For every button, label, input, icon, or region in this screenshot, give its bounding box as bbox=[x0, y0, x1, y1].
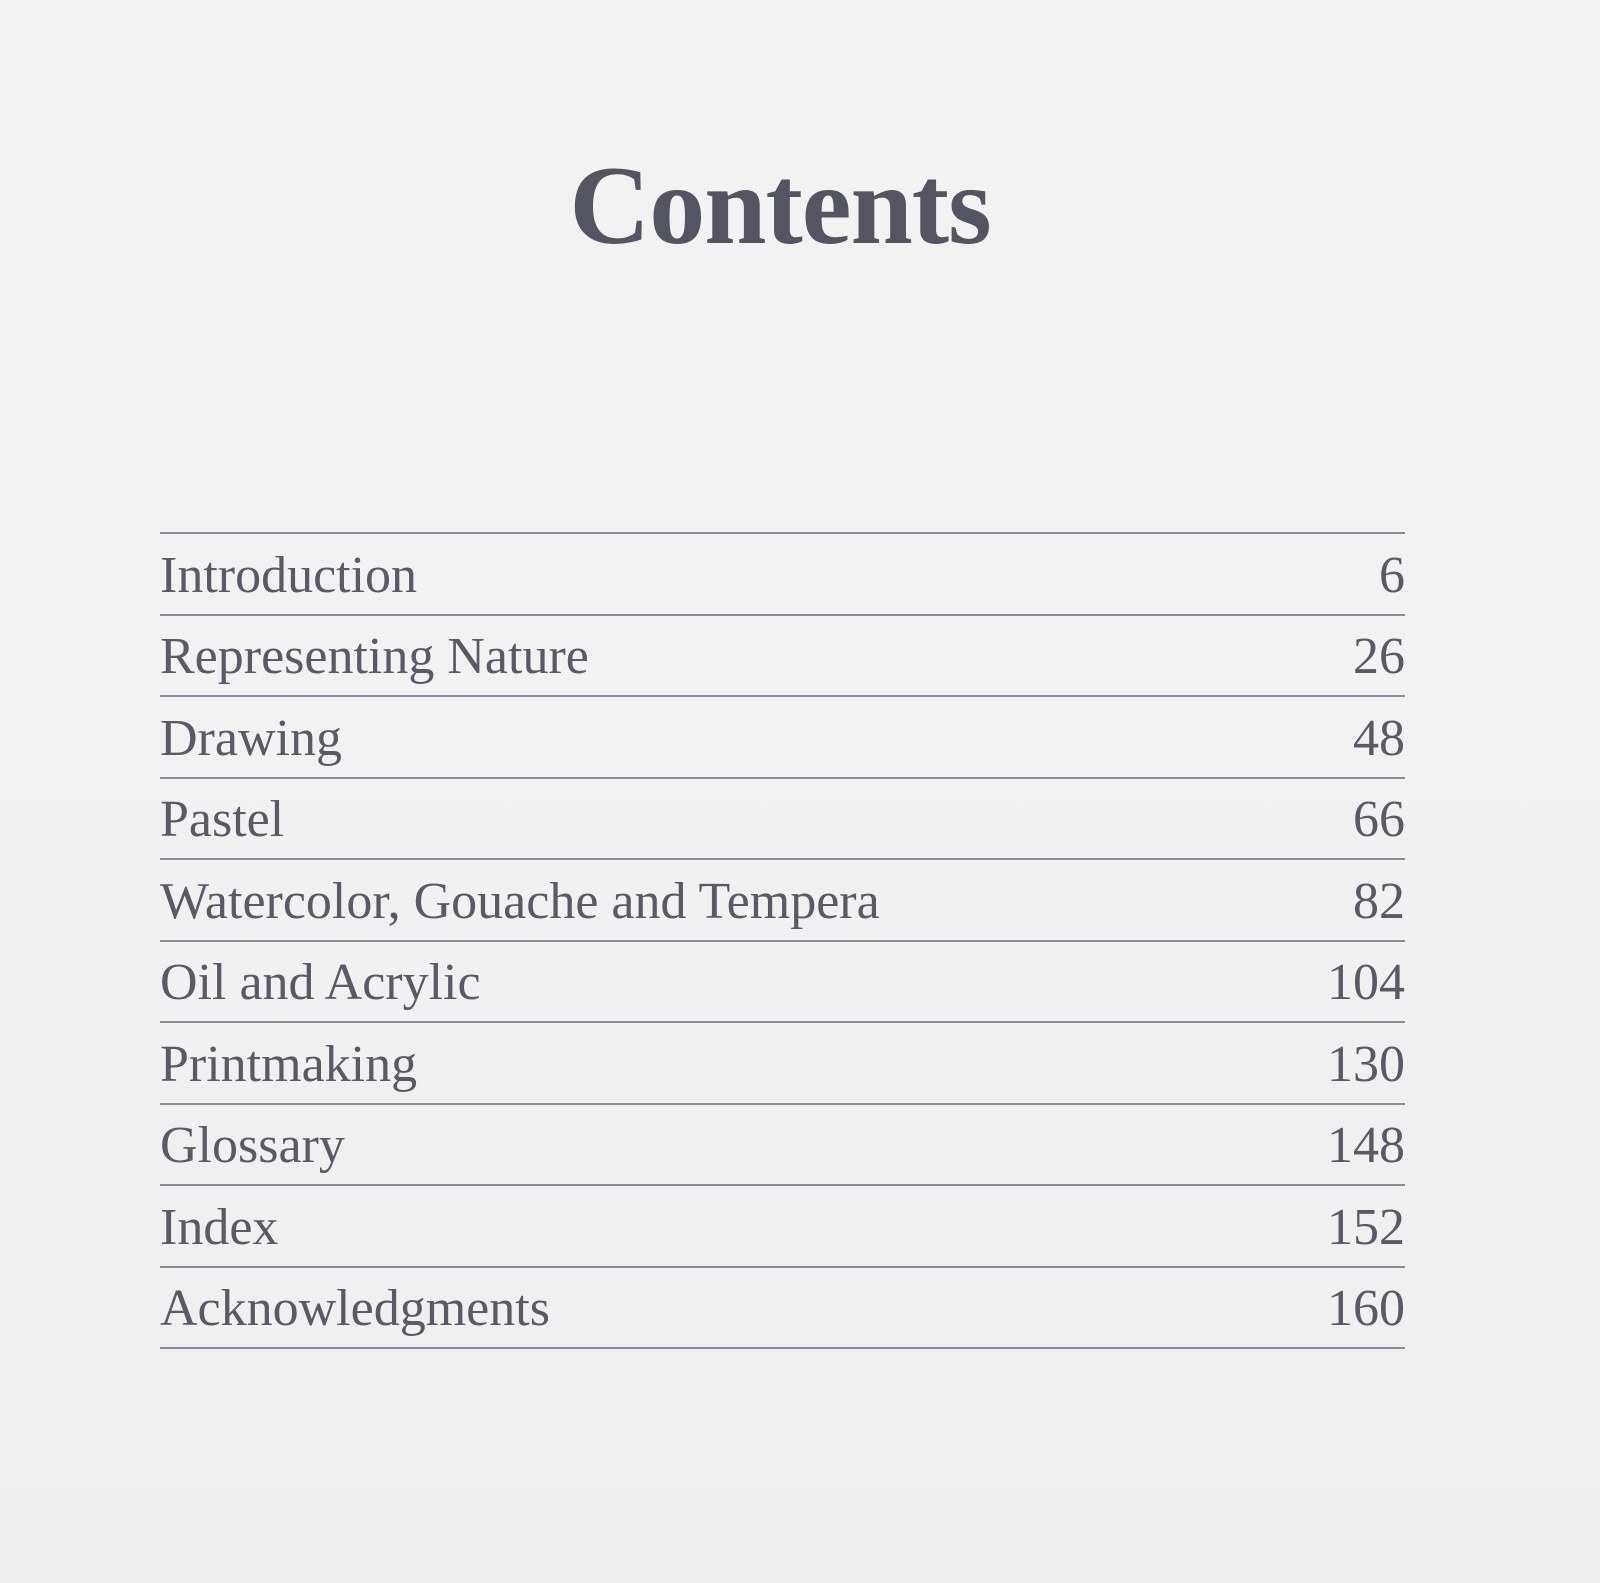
table-of-contents bbox=[160, 532, 1405, 1349]
toc-entry-drawing bbox=[160, 697, 1405, 779]
toc-entry-title: Pastel bbox=[160, 791, 285, 849]
toc-entry-title: Index bbox=[160, 1198, 279, 1256]
toc-entry-page: 66 bbox=[1353, 791, 1405, 849]
toc-entry-title: Acknowledgments bbox=[160, 1280, 550, 1338]
toc-entry-page: 82 bbox=[1353, 872, 1405, 930]
toc-entry-title: Drawing bbox=[160, 709, 342, 767]
toc-entry-oil-and-acrylic bbox=[160, 942, 1405, 1024]
toc-entry-page: 152 bbox=[1327, 1198, 1405, 1256]
toc-entry-title: Glossary bbox=[160, 1117, 345, 1175]
toc-entry-title: Printmaking bbox=[160, 1035, 418, 1093]
toc-entry-page: 148 bbox=[1327, 1117, 1405, 1175]
toc-entry-page: 6 bbox=[1379, 546, 1405, 604]
toc-entry-index bbox=[160, 1186, 1405, 1268]
toc-entry-pastel bbox=[160, 779, 1405, 861]
toc-entry-watercolor-gouache-tempera bbox=[160, 860, 1405, 942]
toc-entry-representing-nature bbox=[160, 616, 1405, 698]
toc-entry-page: 48 bbox=[1353, 709, 1405, 767]
toc-entry-printmaking bbox=[160, 1023, 1405, 1105]
toc-entry-acknowledgments bbox=[160, 1268, 1405, 1350]
toc-entry-page: 104 bbox=[1327, 954, 1405, 1012]
toc-entry-page: 160 bbox=[1327, 1280, 1405, 1338]
toc-entry-page: 130 bbox=[1327, 1035, 1405, 1093]
toc-entry-title: Introduction bbox=[160, 546, 418, 604]
toc-entry-glossary bbox=[160, 1105, 1405, 1187]
toc-entry-page: 26 bbox=[1353, 628, 1405, 686]
toc-entry-introduction bbox=[160, 534, 1405, 616]
toc-entry-title: Representing Nature bbox=[160, 628, 589, 686]
page-title: Contents bbox=[569, 144, 991, 268]
toc-entry-title: Watercolor, Gouache and Tempera bbox=[160, 872, 880, 930]
toc-entry-title: Oil and Acrylic bbox=[160, 954, 481, 1012]
